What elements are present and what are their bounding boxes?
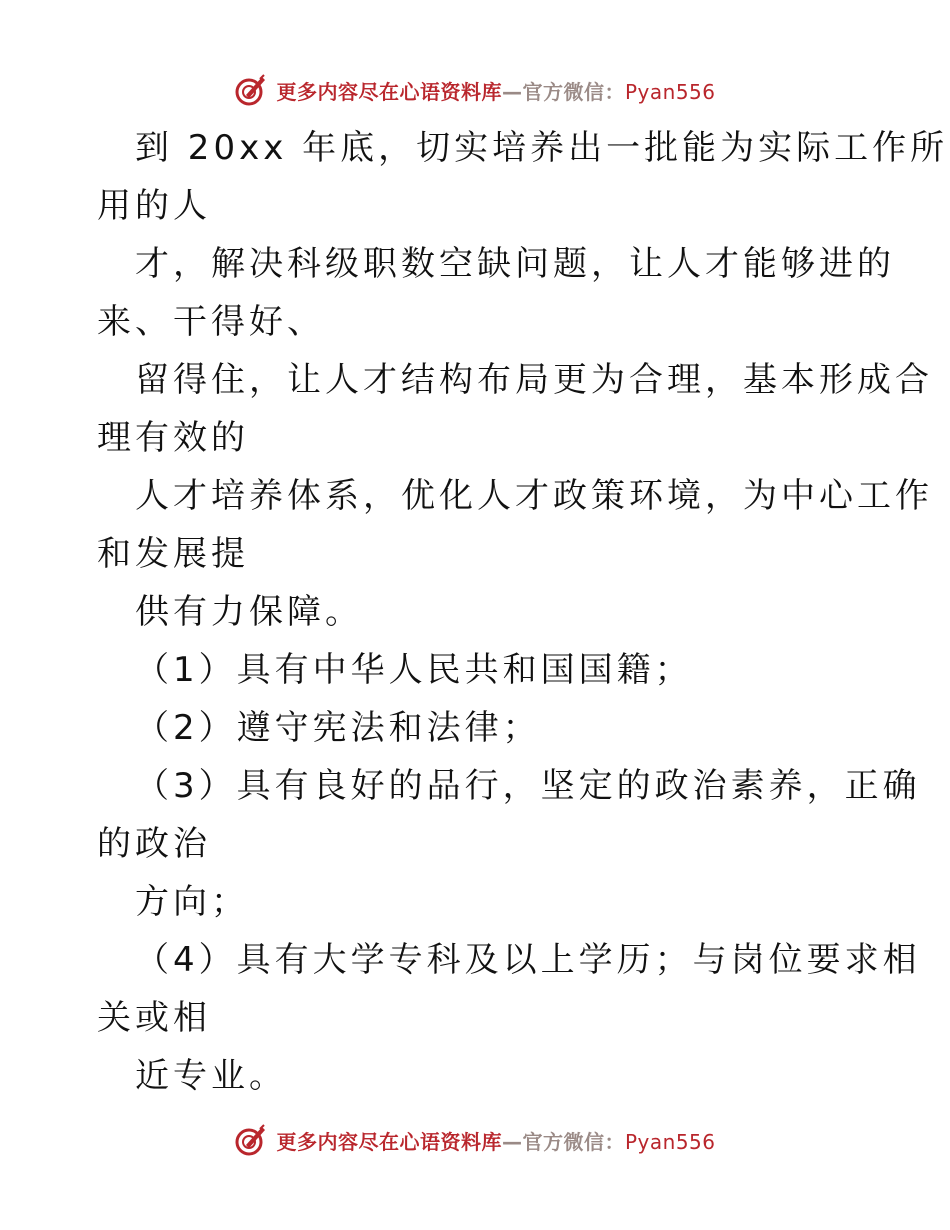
list-item: （4）具有大学专科及以上学历；与岗位要求相 xyxy=(135,940,921,980)
text-line: 关或相 xyxy=(97,998,211,1038)
text-line: 来、干得好、 xyxy=(97,302,325,342)
footer-banner-text xyxy=(276,1126,715,1155)
footer-wechat-id: Pyan556 xyxy=(624,1129,716,1154)
text-line: 和发展提 xyxy=(97,534,249,574)
footer-site-name: 更多内容尽在心语资料库 xyxy=(276,1129,502,1154)
header-wechat-id: Pyan556 xyxy=(624,79,716,104)
text-line: 用的人 xyxy=(97,186,211,226)
quill-logo-icon xyxy=(234,73,268,107)
footer-banner xyxy=(0,1120,950,1160)
header-banner-text xyxy=(276,76,715,105)
quill-logo-icon xyxy=(234,1123,268,1157)
header-site-name: 更多内容尽在心语资料库 xyxy=(276,79,502,104)
text-line: 留得住，让人才结构布局更为合理，基本形成合 xyxy=(135,360,933,400)
text-line: 方向； xyxy=(135,882,249,922)
footer-dash: — xyxy=(501,1129,523,1154)
header-banner xyxy=(0,70,950,110)
text-line: 供有力保障。 xyxy=(135,592,363,632)
text-line: 人才培养体系，优化人才政策环境，为中心工作 xyxy=(135,476,933,516)
list-item: （2）遵守宪法和法律； xyxy=(135,708,541,748)
text-line: 近专业。 xyxy=(135,1056,287,1096)
header-dash: — xyxy=(501,79,523,104)
text-line: 的政治 xyxy=(97,824,211,864)
header-wechat-label: 官方微信： xyxy=(522,79,625,104)
list-item: （3）具有良好的品行，坚定的政治素养，正确 xyxy=(135,766,921,806)
footer-wechat-label: 官方微信： xyxy=(522,1129,625,1154)
text-line: 理有效的 xyxy=(97,418,249,458)
text-line: 到 20xx 年底，切实培养出一批能为实际工作所 xyxy=(135,128,949,168)
list-item: （1）具有中华人民共和国国籍； xyxy=(135,650,693,690)
text-line: 才，解决科级职数空缺问题，让人才能够进的 xyxy=(135,244,895,284)
